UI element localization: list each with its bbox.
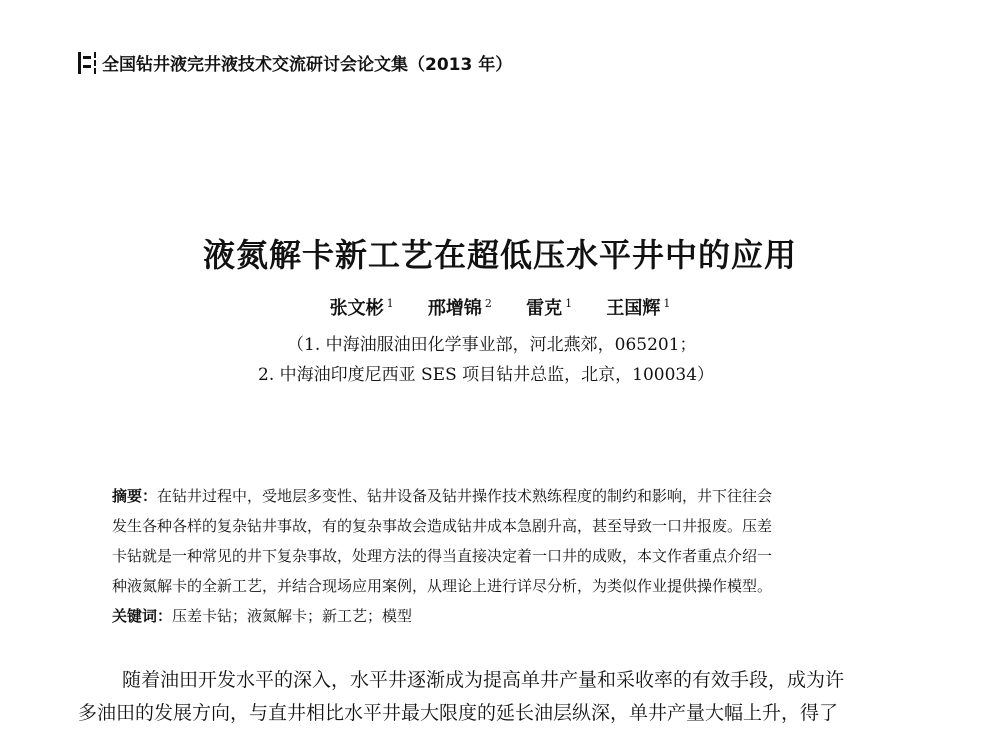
conference-logo-icon [78, 52, 96, 74]
paper-title: 液氮解卡新工艺在超低压水平井中的应用 [202, 236, 797, 274]
author [526, 298, 572, 319]
keywords-label: 关键词： [112, 607, 173, 625]
author-name: 邢增锦 [427, 298, 482, 319]
abstract-block [112, 481, 892, 631]
author [606, 298, 670, 319]
abstract-line: 卡钻就是一种常见的井下复杂事故，处理方法的得当直接决定着一口井的成败，本文作者重点介绍一 [112, 547, 773, 565]
abstract-text: 在钻井过程中，受地层多变性、钻井设备及钻井操作技术熟练程度的制约和影响，井下往往会 [157, 487, 773, 505]
body-line: 随着油田开发水平的深入，水平井逐渐成为提高单井产量和采收率的有效手段，成为许 [122, 669, 845, 691]
author-name: 雷克 [526, 298, 563, 319]
author-name: 王国辉 [606, 298, 661, 319]
abstract-label: 摘要： [112, 487, 158, 505]
author [330, 298, 394, 319]
running-header-text: 全国钻井液完井液技术交流研讨会论文集（2013 年） [102, 55, 513, 75]
abstract-line [112, 481, 892, 511]
author-affiliation-mark: 1 [386, 297, 394, 310]
author-affiliation-mark: 1 [663, 297, 671, 310]
author-list [0, 294, 1000, 320]
author-affiliation-mark: 2 [484, 297, 492, 310]
abstract-line: 种液氮解卡的全新工艺，并结合现场应用案例，从理论上进行详尽分析，为类似作业提供操作模型。 [112, 577, 773, 595]
author-affiliation-mark: 1 [565, 297, 573, 310]
author-name: 张文彬 [329, 298, 384, 319]
body-paragraph [78, 664, 918, 730]
author [428, 298, 492, 319]
running-header [78, 50, 512, 75]
affiliation-2: 2. 中海油印度尼西亚 SES 项目钻井总监，北京，100034） [258, 365, 715, 385]
body-line: 多油田的发展方向，与直井相比水平井最大限度的延长油层纵深，单井产量大幅上升，得了 [78, 702, 839, 724]
affiliation-1: （1. 中海油服油田化学事业部，河北燕郊，065201； [287, 335, 697, 355]
keywords-line [112, 601, 892, 631]
abstract-line: 发生各种各样的复杂钻井事故，有的复杂事故会造成钻井成本急剧升高，甚至导致一口井报废。压差 [112, 517, 773, 535]
keywords-text: 压差卡钻；液氮解卡；新工艺；模型 [172, 607, 413, 625]
